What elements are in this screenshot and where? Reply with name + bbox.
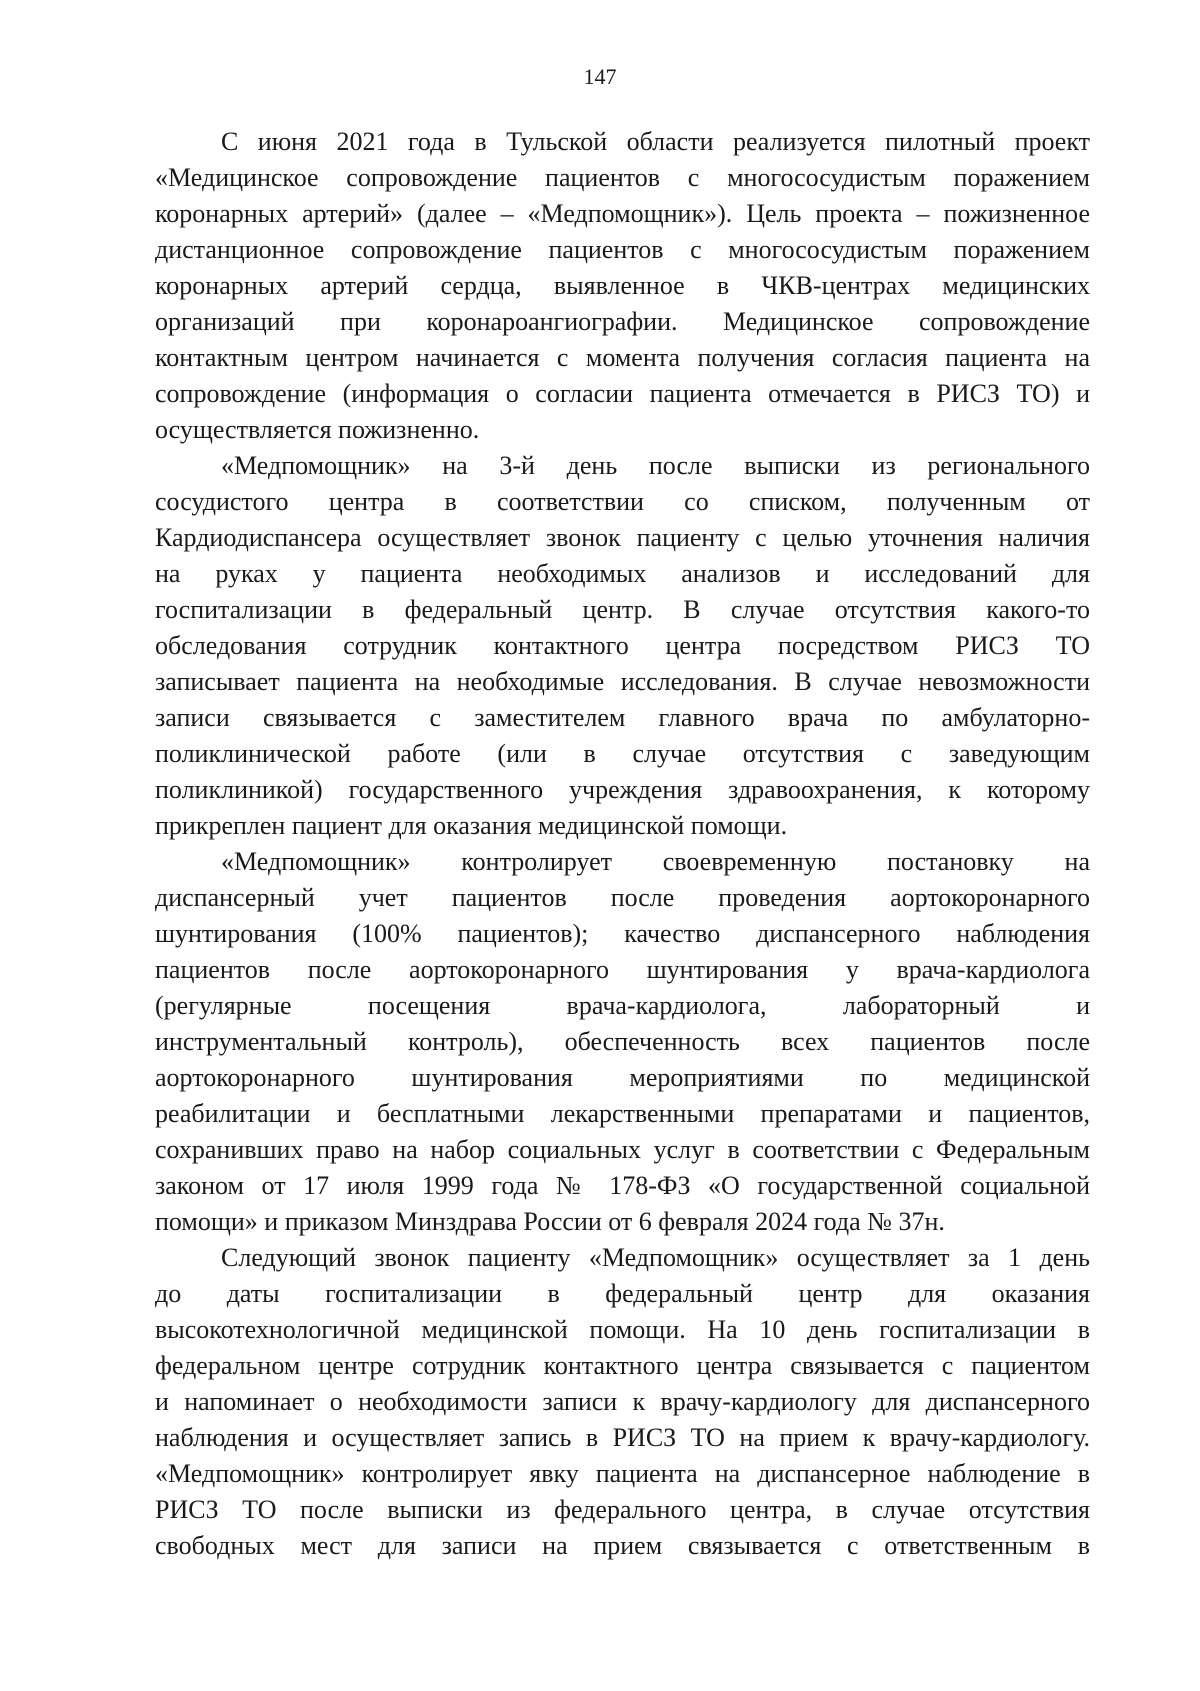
text-line: Кардиодиспансера осуществляет звонок пациенту с целью уточнения наличия [155, 523, 1090, 552]
text-line: наблюдения и осуществляет запись в РИСЗ ТО на прием к врачу-кардиологу. [155, 1423, 1090, 1452]
text-line: «Медпомощник» контролирует своевременную постановку на [221, 847, 1090, 876]
text-line: на руках у пациента необходимых анализов и исследований для [155, 559, 1090, 588]
text-line: РИСЗ ТО после выписки из федерального центра, в случае отсутствия [155, 1495, 1090, 1524]
text-line: высокотехнологичной медицинской помощи. На 10 день госпитализации в [155, 1315, 1090, 1344]
text-line: записи связывается с заместителем главного врача по амбулаторно- [155, 703, 1090, 732]
text-line: организаций при коронароангиографии. Медицинское сопровождение [155, 307, 1090, 336]
text-line: и напоминает о необходимости записи к врачу-кардиологу для диспансерного [155, 1387, 1090, 1416]
text-line: свободных мест для записи на прием связывается с ответственным в [155, 1531, 1090, 1560]
text-line: осуществляется пожизненно. [155, 415, 480, 444]
text-line: шунтирования (100% пациентов); качество диспансерного наблюдения [155, 919, 1090, 948]
text-line: прикреплен пациент для оказания медицинской помощи. [155, 811, 788, 840]
text-line: поликлинической работе (или в случае отсутствия с заведующим [155, 739, 1090, 768]
text-line: С июня 2021 года в Тульской области реализуется пилотный проект [221, 127, 1090, 156]
page-number: 147 [583, 64, 617, 89]
text-line: «Медпомощник» на 3-й день после выписки из регионального [221, 451, 1090, 480]
text-line: коронарных артерий сердца, выявленное в ЧКВ-центрах медицинских [155, 271, 1090, 300]
text-line: сосудистого центра в соответствии со списком, полученным от [155, 487, 1090, 516]
text-line: госпитализации в федеральный центр. В случае отсутствия какого-то [155, 595, 1090, 624]
paragraph [155, 844, 1090, 1240]
text-line: аортокоронарного шунтирования мероприятиями по медицинской [155, 1063, 1090, 1092]
document-body [155, 124, 1090, 1564]
text-line: (регулярные посещения врача-кардиолога, лабораторный и [155, 991, 1090, 1020]
text-line: пациентов после аортокоронарного шунтирования у врача-кардиолога [155, 955, 1090, 984]
text-line: до даты госпитализации в федеральный центр для оказания [155, 1279, 1090, 1308]
text-line: сохранивших право на набор социальных услуг в соответствии с Федеральным [155, 1135, 1090, 1164]
text-line: «Медпомощник» контролирует явку пациента на диспансерное наблюдение в [155, 1459, 1090, 1488]
text-line: федеральном центре сотрудник контактного центра связывается с пациентом [155, 1351, 1090, 1380]
text-line: инструментальный контроль), обеспеченность всех пациентов после [155, 1027, 1090, 1056]
text-line: помощи» и приказом Минздрава России от 6 февраля 2024 года № 37н. [155, 1207, 945, 1236]
text-line: дистанционное сопровождение пациентов с многососудистым поражением [155, 235, 1090, 264]
text-line: записывает пациента на необходимые исследования. В случае невозможности [155, 667, 1090, 696]
text-line: коронарных артерий» (далее – «Медпомощник»). Цель проекта – пожизненное [155, 199, 1090, 228]
text-line: Следующий звонок пациенту «Медпомощник» осуществляет за 1 день [221, 1243, 1090, 1272]
paragraph [155, 124, 1090, 448]
text-line: реабилитации и бесплатными лекарственными препаратами и пациентов, [155, 1099, 1090, 1128]
text-line: диспансерный учет пациентов после проведения аортокоронарного [155, 883, 1090, 912]
text-line: контактным центром начинается с момента получения согласия пациента на [155, 343, 1090, 372]
paragraph [155, 1240, 1090, 1564]
paragraph [155, 448, 1090, 844]
text-line: «Медицинское сопровождение пациентов с многососудистым поражением [155, 163, 1090, 192]
text-line: обследования сотрудник контактного центра посредством РИСЗ ТО [155, 631, 1090, 660]
text-line: законом от 17 июля 1999 года № 178-ФЗ «О государственной социальной [155, 1171, 1090, 1200]
text-line: сопровождение (информация о согласии пациента отмечается в РИСЗ ТО) и [155, 379, 1090, 408]
text-line: поликлиникой) государственного учреждения здравоохранения, к которому [155, 775, 1090, 804]
